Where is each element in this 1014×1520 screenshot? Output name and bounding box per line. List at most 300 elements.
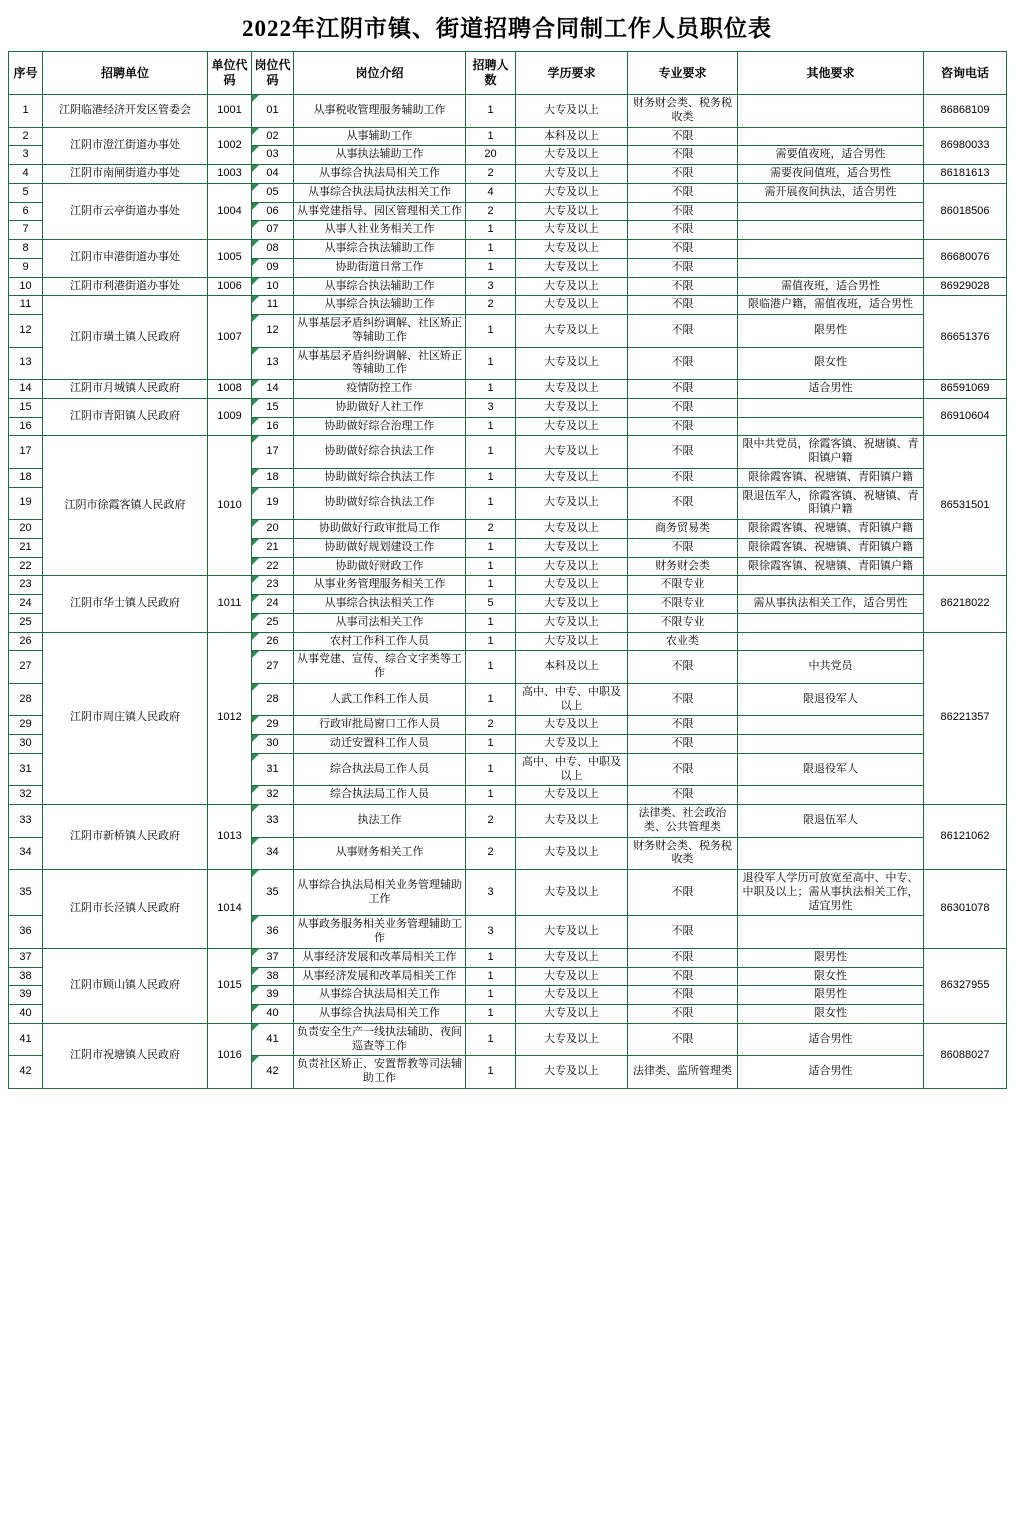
- cell-unit-name: 江阴市利港街道办事处: [43, 277, 208, 296]
- cell-other-requirement: 限男性: [738, 315, 924, 348]
- cell-position-code: 40: [252, 1005, 294, 1024]
- cell-other-requirement: [738, 95, 924, 128]
- cell-other-requirement: [738, 735, 924, 754]
- column-header-duty: 岗位介绍: [294, 52, 466, 95]
- cell-other-requirement: [738, 202, 924, 221]
- cell-headcount: 2: [466, 837, 516, 870]
- cell-position-code: 13: [252, 347, 294, 380]
- cell-duty: 协助做好综合执法工作: [294, 468, 466, 487]
- cell-major: 不限专业: [628, 613, 738, 632]
- cell-duty: 从事辅助工作: [294, 127, 466, 146]
- cell-unit-name: 江阴市周庄镇人民政府: [43, 632, 208, 805]
- cell-major: 不限: [628, 683, 738, 716]
- cell-other-requirement: [738, 221, 924, 240]
- cell-position-code: 10: [252, 277, 294, 296]
- cell-other-requirement: [738, 613, 924, 632]
- cell-headcount: 1: [466, 613, 516, 632]
- cell-other-requirement: [738, 716, 924, 735]
- cell-headcount: 1: [466, 127, 516, 146]
- cell-other-requirement: 中共党员: [738, 651, 924, 684]
- cell-other-requirement: [738, 258, 924, 277]
- cell-seq: 32: [9, 786, 43, 805]
- cell-duty: 从事综合执法辅助工作: [294, 296, 466, 315]
- cell-position-code: 07: [252, 221, 294, 240]
- cell-telephone: 86181613: [924, 165, 1007, 184]
- cell-seq: 33: [9, 805, 43, 838]
- cell-other-requirement: 需从事执法相关工作，适合男性: [738, 595, 924, 614]
- cell-position-code: 32: [252, 786, 294, 805]
- cell-seq: 40: [9, 1005, 43, 1024]
- cell-unit-name: 江阴市南闸街道办事处: [43, 165, 208, 184]
- cell-duty: 动迁安置科工作人员: [294, 735, 466, 754]
- table-row: [9, 436, 1007, 469]
- cell-other-requirement: [738, 240, 924, 259]
- cell-education: 大专及以上: [516, 967, 628, 986]
- cell-position-code: 18: [252, 468, 294, 487]
- cell-headcount: 3: [466, 870, 516, 916]
- cell-position-code: 05: [252, 183, 294, 202]
- cell-other-requirement: 适合男性: [738, 1056, 924, 1089]
- cell-other-requirement: 限徐霞客镇、祝塘镇、青阳镇户籍: [738, 520, 924, 539]
- cell-position-code: 33: [252, 805, 294, 838]
- cell-headcount: 2: [466, 202, 516, 221]
- cell-major: 不限: [628, 948, 738, 967]
- cell-telephone: 86680076: [924, 240, 1007, 278]
- cell-position-code: 37: [252, 948, 294, 967]
- cell-major: 不限: [628, 417, 738, 436]
- cell-position-code: 39: [252, 986, 294, 1005]
- cell-education: 本科及以上: [516, 651, 628, 684]
- table-row: [9, 1023, 1007, 1056]
- cell-headcount: 3: [466, 398, 516, 417]
- cell-unit-code: 1004: [208, 183, 252, 239]
- cell-education: 大专及以上: [516, 468, 628, 487]
- cell-major: 不限: [628, 315, 738, 348]
- cell-duty: 从事司法相关工作: [294, 613, 466, 632]
- cell-position-code: 09: [252, 258, 294, 277]
- column-header-education: 学历要求: [516, 52, 628, 95]
- cell-unit-name: 江阴临港经济开发区管委会: [43, 95, 208, 128]
- cell-other-requirement: 限徐霞客镇、祝塘镇、青阳镇户籍: [738, 538, 924, 557]
- cell-other-requirement: [738, 417, 924, 436]
- cell-headcount: 1: [466, 986, 516, 1005]
- cell-headcount: 2: [466, 296, 516, 315]
- cell-telephone: 86327955: [924, 948, 1007, 1023]
- cell-unit-name: 江阴市顾山镇人民政府: [43, 948, 208, 1023]
- cell-major: 不限: [628, 468, 738, 487]
- table-header-row: [9, 52, 1007, 95]
- cell-duty: 协助做好人社工作: [294, 398, 466, 417]
- cell-headcount: 1: [466, 380, 516, 399]
- cell-major: 不限: [628, 183, 738, 202]
- cell-seq: 13: [9, 347, 43, 380]
- cell-other-requirement: [738, 127, 924, 146]
- cell-position-code: 29: [252, 716, 294, 735]
- cell-position-code: 01: [252, 95, 294, 128]
- cell-duty: 协助做好综合治理工作: [294, 417, 466, 436]
- cell-education: 大专及以上: [516, 146, 628, 165]
- cell-headcount: 1: [466, 95, 516, 128]
- cell-position-code: 20: [252, 520, 294, 539]
- table-row: [9, 296, 1007, 315]
- cell-position-code: 12: [252, 315, 294, 348]
- cell-position-code: 34: [252, 837, 294, 870]
- cell-position-code: 26: [252, 632, 294, 651]
- cell-unit-name: 江阴市徐霞客镇人民政府: [43, 436, 208, 576]
- cell-major: 财务财会类、税务税收类: [628, 95, 738, 128]
- cell-headcount: 1: [466, 258, 516, 277]
- cell-other-requirement: [738, 398, 924, 417]
- cell-major: 不限: [628, 487, 738, 520]
- cell-other-requirement: [738, 916, 924, 949]
- cell-headcount: 1: [466, 967, 516, 986]
- cell-position-code: 41: [252, 1023, 294, 1056]
- cell-duty: 负责安全生产一线执法辅助、夜间巡查等工作: [294, 1023, 466, 1056]
- table-row: [9, 805, 1007, 838]
- cell-duty: 从事税收管理服务辅助工作: [294, 95, 466, 128]
- cell-headcount: 1: [466, 468, 516, 487]
- cell-duty: 从事综合执法局相关工作: [294, 986, 466, 1005]
- cell-headcount: 1: [466, 786, 516, 805]
- cell-education: 大专及以上: [516, 632, 628, 651]
- cell-seq: 12: [9, 315, 43, 348]
- cell-major: 不限: [628, 753, 738, 786]
- cell-duty: 人武工作科工作人员: [294, 683, 466, 716]
- cell-position-code: 08: [252, 240, 294, 259]
- cell-education: 大专及以上: [516, 948, 628, 967]
- cell-duty: 从事综合执法局执法相关工作: [294, 183, 466, 202]
- cell-headcount: 1: [466, 632, 516, 651]
- cell-duty: 综合执法局工作人员: [294, 786, 466, 805]
- cell-seq: 28: [9, 683, 43, 716]
- cell-major: 不限: [628, 538, 738, 557]
- cell-seq: 30: [9, 735, 43, 754]
- table-header: [9, 52, 1007, 95]
- cell-education: 大专及以上: [516, 417, 628, 436]
- cell-telephone: 86910604: [924, 398, 1007, 436]
- table-row: [9, 95, 1007, 128]
- cell-education: 大专及以上: [516, 436, 628, 469]
- cell-duty: 协助街道日常工作: [294, 258, 466, 277]
- cell-position-code: 24: [252, 595, 294, 614]
- cell-major: 不限: [628, 380, 738, 399]
- cell-seq: 21: [9, 538, 43, 557]
- cell-major: 不限: [628, 870, 738, 916]
- cell-education: 大专及以上: [516, 183, 628, 202]
- cell-unit-name: 江阴市长泾镇人民政府: [43, 870, 208, 949]
- cell-telephone: 86591069: [924, 380, 1007, 399]
- cell-position-code: 42: [252, 1056, 294, 1089]
- column-header-major: 专业要求: [628, 52, 738, 95]
- cell-other-requirement: [738, 786, 924, 805]
- cell-education: 大专及以上: [516, 986, 628, 1005]
- cell-seq: 11: [9, 296, 43, 315]
- cell-other-requirement: 限男性: [738, 986, 924, 1005]
- cell-unit-code: 1015: [208, 948, 252, 1023]
- cell-telephone: 86301078: [924, 870, 1007, 949]
- cell-other-requirement: 限男性: [738, 948, 924, 967]
- cell-telephone: 86221357: [924, 632, 1007, 805]
- cell-duty: 协助做好财政工作: [294, 557, 466, 576]
- cell-other-requirement: 适合男性: [738, 1023, 924, 1056]
- cell-duty: 从事党建指导、园区管理相关工作: [294, 202, 466, 221]
- cell-headcount: 2: [466, 165, 516, 184]
- table-row: [9, 948, 1007, 967]
- cell-other-requirement: 限退伍军人，徐霞客镇、祝塘镇、青阳镇户籍: [738, 487, 924, 520]
- cell-major: 不限: [628, 277, 738, 296]
- cell-education: 高中、中专、中职及以上: [516, 753, 628, 786]
- cell-duty: 从事经济发展和改革局相关工作: [294, 967, 466, 986]
- cell-position-code: 30: [252, 735, 294, 754]
- cell-seq: 17: [9, 436, 43, 469]
- cell-education: 大专及以上: [516, 735, 628, 754]
- cell-major: 不限: [628, 916, 738, 949]
- cell-seq: 9: [9, 258, 43, 277]
- cell-telephone: 86218022: [924, 576, 1007, 632]
- cell-major: 不限: [628, 1023, 738, 1056]
- cell-headcount: 1: [466, 538, 516, 557]
- cell-unit-name: 江阴市璜土镇人民政府: [43, 296, 208, 380]
- cell-headcount: 1: [466, 1056, 516, 1089]
- cell-headcount: 1: [466, 753, 516, 786]
- cell-unit-code: 1007: [208, 296, 252, 380]
- cell-major: 不限: [628, 240, 738, 259]
- table-row: [9, 183, 1007, 202]
- cell-headcount: 1: [466, 240, 516, 259]
- cell-duty: 协助做好规划建设工作: [294, 538, 466, 557]
- cell-position-code: 11: [252, 296, 294, 315]
- cell-seq: 34: [9, 837, 43, 870]
- cell-seq: 26: [9, 632, 43, 651]
- table-row: [9, 398, 1007, 417]
- cell-telephone: 86121062: [924, 805, 1007, 870]
- cell-major: 不限: [628, 347, 738, 380]
- cell-other-requirement: 需开展夜间执法，适合男性: [738, 183, 924, 202]
- cell-seq: 39: [9, 986, 43, 1005]
- cell-education: 大专及以上: [516, 487, 628, 520]
- cell-duty: 负责社区矫正、安置帮教等司法辅助工作: [294, 1056, 466, 1089]
- cell-major: 不限: [628, 398, 738, 417]
- cell-major: 不限: [628, 716, 738, 735]
- cell-position-code: 27: [252, 651, 294, 684]
- cell-major: 财务财会类: [628, 557, 738, 576]
- cell-education: 大专及以上: [516, 277, 628, 296]
- cell-headcount: 2: [466, 520, 516, 539]
- cell-position-code: 38: [252, 967, 294, 986]
- cell-headcount: 1: [466, 735, 516, 754]
- cell-headcount: 1: [466, 576, 516, 595]
- cell-headcount: 1: [466, 347, 516, 380]
- cell-other-requirement: 限徐霞客镇、祝塘镇、青阳镇户籍: [738, 557, 924, 576]
- cell-headcount: 1: [466, 436, 516, 469]
- cell-telephone: 86929028: [924, 277, 1007, 296]
- cell-major: 不限: [628, 221, 738, 240]
- cell-duty: 农村工作科工作人员: [294, 632, 466, 651]
- column-header-other: 其他要求: [738, 52, 924, 95]
- cell-seq: 4: [9, 165, 43, 184]
- cell-unit-name: 江阴市青阳镇人民政府: [43, 398, 208, 436]
- cell-position-code: 23: [252, 576, 294, 595]
- cell-education: 大专及以上: [516, 380, 628, 399]
- cell-duty: 从事综合执法局相关工作: [294, 165, 466, 184]
- cell-duty: 从事综合执法相关工作: [294, 595, 466, 614]
- cell-duty: 从事人社业务相关工作: [294, 221, 466, 240]
- cell-seq: 38: [9, 967, 43, 986]
- cell-other-requirement: 限退伍军人: [738, 805, 924, 838]
- cell-position-code: 28: [252, 683, 294, 716]
- cell-headcount: 1: [466, 683, 516, 716]
- cell-other-requirement: 退役军人学历可放宽至高中、中专、中职及以上；需从事执法相关工作，适宜男性: [738, 870, 924, 916]
- cell-major: 商务贸易类: [628, 520, 738, 539]
- cell-education: 大专及以上: [516, 95, 628, 128]
- cell-unit-code: 1002: [208, 127, 252, 165]
- cell-position-code: 21: [252, 538, 294, 557]
- cell-seq: 27: [9, 651, 43, 684]
- cell-seq: 25: [9, 613, 43, 632]
- cell-education: 大专及以上: [516, 613, 628, 632]
- cell-other-requirement: 限临港户籍，需值夜班，适合男性: [738, 296, 924, 315]
- cell-other-requirement: 限女性: [738, 967, 924, 986]
- cell-seq: 5: [9, 183, 43, 202]
- cell-position-code: 02: [252, 127, 294, 146]
- cell-seq: 31: [9, 753, 43, 786]
- cell-education: 大专及以上: [516, 315, 628, 348]
- cell-duty: 从事经济发展和改革局相关工作: [294, 948, 466, 967]
- cell-headcount: 5: [466, 595, 516, 614]
- cell-position-code: 16: [252, 417, 294, 436]
- cell-education: 大专及以上: [516, 202, 628, 221]
- cell-duty: 从事党建、宣传、综合文字类等工作: [294, 651, 466, 684]
- cell-unit-name: 江阴市祝塘镇人民政府: [43, 1023, 208, 1088]
- cell-seq: 41: [9, 1023, 43, 1056]
- cell-headcount: 1: [466, 417, 516, 436]
- cell-seq: 6: [9, 202, 43, 221]
- cell-position-code: 03: [252, 146, 294, 165]
- cell-seq: 1: [9, 95, 43, 128]
- cell-major: 农业类: [628, 632, 738, 651]
- cell-other-requirement: 限徐霞客镇、祝塘镇、青阳镇户籍: [738, 468, 924, 487]
- cell-education: 本科及以上: [516, 127, 628, 146]
- table-row: [9, 165, 1007, 184]
- cell-unit-code: 1012: [208, 632, 252, 805]
- cell-seq: 10: [9, 277, 43, 296]
- cell-unit-name: 江阴市新桥镇人民政府: [43, 805, 208, 870]
- cell-duty: 从事综合执法辅助工作: [294, 277, 466, 296]
- cell-unit-code: 1016: [208, 1023, 252, 1088]
- cell-position-code: 04: [252, 165, 294, 184]
- cell-other-requirement: 需要值夜班，适合男性: [738, 146, 924, 165]
- cell-duty: 综合执法局工作人员: [294, 753, 466, 786]
- cell-position-code: 14: [252, 380, 294, 399]
- cell-duty: 从事综合执法辅助工作: [294, 240, 466, 259]
- cell-telephone: 86018506: [924, 183, 1007, 239]
- cell-major: 不限: [628, 296, 738, 315]
- cell-seq: 16: [9, 417, 43, 436]
- cell-major: 不限: [628, 735, 738, 754]
- cell-education: 大专及以上: [516, 165, 628, 184]
- cell-duty: 从事综合执法局相关业务管理辅助工作: [294, 870, 466, 916]
- column-header-unit-code: 单位代码: [208, 52, 252, 95]
- table-body: [9, 95, 1007, 1089]
- cell-major: 不限: [628, 786, 738, 805]
- column-header-unit: 招聘单位: [43, 52, 208, 95]
- cell-headcount: 1: [466, 651, 516, 684]
- cell-position-code: 15: [252, 398, 294, 417]
- cell-seq: 24: [9, 595, 43, 614]
- cell-seq: 20: [9, 520, 43, 539]
- cell-major: 不限: [628, 127, 738, 146]
- cell-duty: 疫情防控工作: [294, 380, 466, 399]
- cell-other-requirement: 限女性: [738, 1005, 924, 1024]
- cell-seq: 23: [9, 576, 43, 595]
- cell-seq: 8: [9, 240, 43, 259]
- cell-education: 大专及以上: [516, 716, 628, 735]
- cell-unit-name: 江阴市华士镇人民政府: [43, 576, 208, 632]
- cell-unit-code: 1003: [208, 165, 252, 184]
- cell-major: 不限: [628, 967, 738, 986]
- cell-duty: 从事基层矛盾纠纷调解、社区矫正等辅助工作: [294, 315, 466, 348]
- cell-education: 大专及以上: [516, 520, 628, 539]
- cell-telephone: 86868109: [924, 95, 1007, 128]
- cell-duty: 从事执法辅助工作: [294, 146, 466, 165]
- cell-major: 不限专业: [628, 576, 738, 595]
- cell-major: 不限: [628, 651, 738, 684]
- cell-education: 大专及以上: [516, 595, 628, 614]
- table-row: [9, 127, 1007, 146]
- cell-telephone: 86651376: [924, 296, 1007, 380]
- cell-major: 财务财会类、税务税收类: [628, 837, 738, 870]
- cell-headcount: 4: [466, 183, 516, 202]
- cell-seq: 3: [9, 146, 43, 165]
- table-row: [9, 380, 1007, 399]
- cell-position-code: 25: [252, 613, 294, 632]
- cell-headcount: 1: [466, 1005, 516, 1024]
- cell-education: 大专及以上: [516, 837, 628, 870]
- cell-education: 大专及以上: [516, 398, 628, 417]
- cell-other-requirement: [738, 632, 924, 651]
- cell-duty: 协助做好综合执法工作: [294, 487, 466, 520]
- cell-other-requirement: 适合男性: [738, 380, 924, 399]
- cell-education: 大专及以上: [516, 538, 628, 557]
- cell-duty: 从事综合执法局相关工作: [294, 1005, 466, 1024]
- cell-telephone: 86531501: [924, 436, 1007, 576]
- cell-seq: 29: [9, 716, 43, 735]
- cell-headcount: 1: [466, 948, 516, 967]
- cell-headcount: 1: [466, 487, 516, 520]
- cell-education: 大专及以上: [516, 1005, 628, 1024]
- cell-telephone: 86980033: [924, 127, 1007, 165]
- cell-major: 法律类、社会政治类、公共管理类: [628, 805, 738, 838]
- cell-education: 大专及以上: [516, 557, 628, 576]
- cell-unit-name: 江阴市申港街道办事处: [43, 240, 208, 278]
- cell-other-requirement: 需要夜间值班，适合男性: [738, 165, 924, 184]
- cell-other-requirement: 需值夜班，适合男性: [738, 277, 924, 296]
- cell-education: 大专及以上: [516, 870, 628, 916]
- cell-education: 大专及以上: [516, 221, 628, 240]
- cell-headcount: 1: [466, 221, 516, 240]
- cell-education: 大专及以上: [516, 805, 628, 838]
- cell-position-code: 06: [252, 202, 294, 221]
- cell-other-requirement: [738, 837, 924, 870]
- cell-unit-name: 江阴市澄江街道办事处: [43, 127, 208, 165]
- cell-education: 大专及以上: [516, 258, 628, 277]
- cell-position-code: 22: [252, 557, 294, 576]
- cell-seq: 2: [9, 127, 43, 146]
- cell-headcount: 1: [466, 1023, 516, 1056]
- cell-position-code: 35: [252, 870, 294, 916]
- cell-seq: 18: [9, 468, 43, 487]
- cell-major: 不限: [628, 202, 738, 221]
